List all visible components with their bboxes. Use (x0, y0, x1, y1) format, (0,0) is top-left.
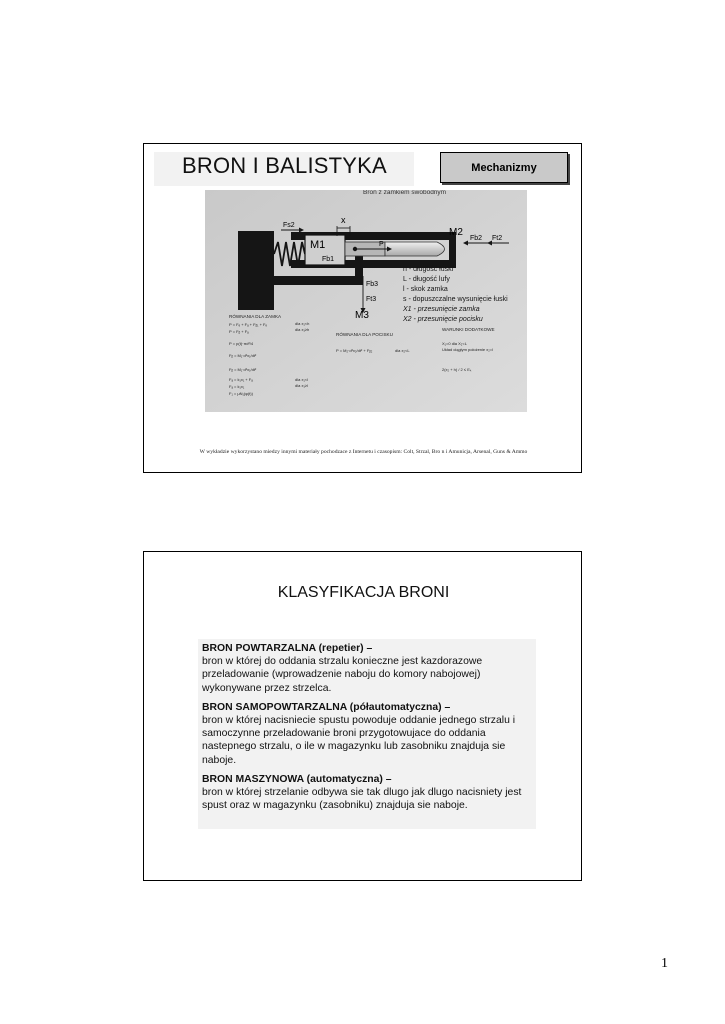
equation: P = M₂·d²x₂/dt² + Fᵦ₂ (336, 348, 373, 353)
legend-line: L - długość lufy (403, 276, 450, 283)
item-text: bron w której strzelanie odbywa sie tak dlugo jak dlugo nacisniety jest spust oraz w magazynku (zasobniku) znajduja sie naboje. (202, 787, 522, 812)
label-m2: M2 (449, 227, 463, 238)
label-p: P (379, 241, 384, 248)
label-fb3: Fb3 (366, 281, 379, 288)
condition: dla x₁<l (295, 377, 309, 382)
equation: P = Fₑ + Fₐ + Fᵦ₁ + Fₑ (229, 322, 267, 327)
condition-equation: 2(x₂ + h) / 2 ≤ Eₖ (442, 367, 472, 372)
page-number: 1 (661, 956, 668, 971)
legend-line: X2 - przesunięcie pocisku (403, 316, 483, 323)
item-heading: BRON SAMOPOWTARZALNA (półautomatyczna) – (202, 701, 451, 713)
label-m3: M3 (355, 310, 369, 321)
item-heading: BRON POWTARZALNA (repetier) – (202, 643, 373, 654)
recoil-block (238, 231, 274, 310)
section-tag (440, 152, 568, 183)
classification-list (202, 642, 542, 818)
pressure-point-icon (353, 247, 357, 251)
classification-item (202, 773, 542, 813)
equation: P = p(t)·πd²/4 (229, 341, 254, 346)
condition-line: Układ ciągłym położenie x₂=l (442, 347, 494, 352)
slide-footer-sources: W wykładzie wykorzystano miedzy innymi materiały pochodzace z Internetu i czasopism: Colt, Strzal, Bro n i Amunicja, Arsenal, Guns & Ammo (199, 449, 528, 455)
equation: Fᵦ = M₁·d²x₁/dt² (229, 353, 257, 358)
section-tag-label: Mechanizmy (471, 162, 537, 174)
slide-title: KLASYFIKACJA BRONI (277, 584, 450, 601)
equation: Fₐ = k₁x₁ + Fₐ (229, 377, 253, 382)
legend-line: h - długość łuski (403, 266, 454, 273)
classification-item (202, 642, 542, 695)
classification-item (202, 701, 542, 767)
label-x: x (341, 215, 346, 225)
item-heading: BRON MASZYNOWA (automatyczna) – (202, 773, 392, 785)
legend-line: X1 - przesunięcie zamka (403, 306, 480, 313)
equation: F₁ = μN₁(φ(t)) (229, 391, 253, 396)
item-text: bron w której nacisniecie spustu powoduje oddanie jednego strzalu i samoczynne przeladowanie broni przygotowujace do oddania nastepnego strzalu, o ile w magazynku lub zasobniku znajduja sie naboje. (202, 715, 516, 766)
slide-title: BRON I BALISTYKA (182, 153, 387, 178)
bullet-m2 (385, 242, 445, 256)
zamek-heading: RÓWNANIA DLA ZAMKA (229, 314, 282, 319)
equation: P = Fᵦ + Fₐ (229, 329, 249, 334)
mechanism-diagram-photo (205, 190, 527, 412)
label-fb1: Fb1 (322, 256, 335, 263)
condition: dla x₁≥l (295, 383, 308, 388)
condition: dla x₁≥h (295, 327, 310, 332)
condition: dla x₁<h (295, 321, 310, 326)
equation: Fₐ = k₁x₁ (229, 384, 245, 389)
label-fs2: Fs2 (283, 222, 295, 229)
pocisk-heading: RÓWNANIA DLA POCISKU (336, 332, 393, 337)
slide-bron-i-balistyka (143, 143, 582, 473)
condition-line: X₁=0 dla X₂<L (442, 341, 467, 346)
label-fb2: Fb2 (470, 235, 483, 242)
label-ft3: Ft3 (366, 296, 377, 303)
legend-line: l - skok zamka (403, 286, 448, 293)
legend-line: s - dopuszczalne wysunięcie łuski (403, 296, 508, 303)
label-ft2: Ft2 (492, 235, 503, 242)
warunki-heading: WARUNKI DODATKOWE (442, 327, 495, 332)
slide-klasyfikacja-broni (143, 551, 582, 881)
equation: Fᵦ = M₁·d²x₁/dt² (229, 367, 257, 372)
condition: dla x₂<L (395, 348, 410, 353)
frame-bar (267, 276, 359, 285)
item-text: bron w której do oddania strzalu konieczne jest kazdorazowe przeladowanie (wprowadzenie naboju do komory nabojowej) wykonywane przez strzelca. (202, 656, 483, 694)
label-m1: M1 (310, 239, 326, 251)
diagram-heading: Broń z zamkiem swobodnym (363, 190, 447, 196)
